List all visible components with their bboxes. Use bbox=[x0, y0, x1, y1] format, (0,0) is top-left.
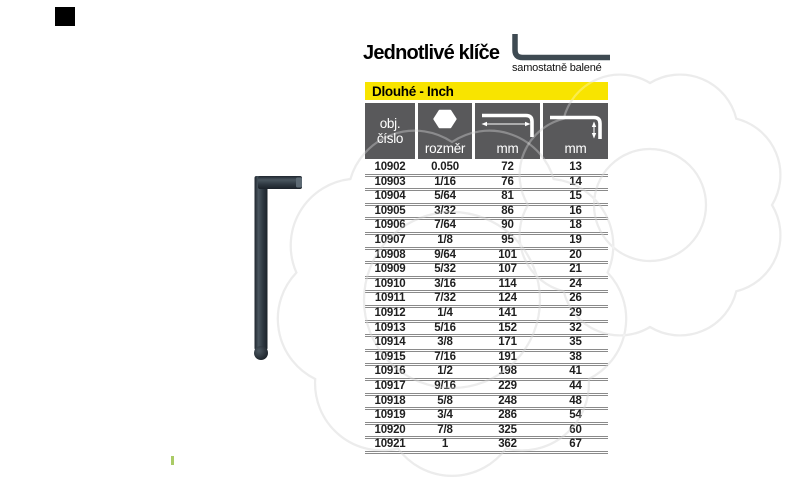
table-cell: 5/32 bbox=[434, 263, 456, 276]
table-cell: 7/64 bbox=[434, 219, 456, 232]
column-header-short-arm-mm bbox=[543, 103, 608, 159]
column-header-rozmer bbox=[418, 103, 472, 159]
table-cell: 13 bbox=[569, 161, 582, 173]
table-cell: 3/4 bbox=[437, 409, 453, 422]
table-row bbox=[365, 220, 608, 235]
page-edge-tick bbox=[171, 456, 174, 465]
table-cell: 26 bbox=[569, 292, 582, 305]
table-row bbox=[365, 366, 608, 381]
table-cell: 24 bbox=[569, 277, 582, 290]
table-cell: 1/16 bbox=[434, 175, 456, 188]
table-row bbox=[365, 308, 608, 323]
table-row bbox=[365, 264, 608, 279]
bent-hex-key-icon bbox=[511, 33, 613, 62]
table-row bbox=[365, 162, 608, 177]
table-cell: 7/32 bbox=[434, 292, 456, 305]
table-cell: 81 bbox=[501, 190, 514, 203]
table-row bbox=[365, 381, 608, 396]
column-header-long-arm-mm bbox=[475, 103, 540, 159]
table-cell: 10918 bbox=[374, 394, 406, 407]
table-cell: 10919 bbox=[374, 409, 406, 422]
table-cell: 3/16 bbox=[434, 277, 456, 290]
table-cell: 29 bbox=[569, 306, 582, 319]
table-cell: 86 bbox=[501, 204, 514, 217]
table-cell: 54 bbox=[569, 409, 582, 422]
column-header-label: obj. bbox=[379, 116, 401, 131]
table-row bbox=[365, 396, 608, 411]
section-header bbox=[365, 82, 608, 100]
table-cell: 10911 bbox=[374, 292, 406, 305]
table-cell: 1/8 bbox=[437, 233, 453, 246]
table-cell: 198 bbox=[498, 365, 517, 378]
hex-key-short-arm-length-icon bbox=[547, 109, 604, 140]
table-cell: 3/8 bbox=[437, 336, 453, 349]
table-cell: 362 bbox=[498, 438, 517, 451]
table-cell: 15 bbox=[569, 190, 582, 203]
column-header-label: rozměr bbox=[424, 141, 466, 156]
table-cell: 20 bbox=[569, 248, 582, 261]
table-cell: 10910 bbox=[374, 277, 406, 290]
table-row bbox=[365, 352, 608, 367]
table-cell: 191 bbox=[498, 350, 517, 363]
table-cell: 3/32 bbox=[434, 204, 456, 217]
table-cell: 14 bbox=[569, 175, 582, 188]
table-header bbox=[365, 103, 608, 159]
table-cell: 10915 bbox=[374, 350, 406, 363]
table-cell: 10904 bbox=[374, 190, 406, 203]
table-row bbox=[365, 439, 608, 454]
table-cell: 325 bbox=[498, 423, 517, 436]
table-row bbox=[365, 206, 608, 221]
table-cell: 124 bbox=[498, 292, 517, 305]
table-cell: 10917 bbox=[374, 379, 406, 392]
table-row bbox=[365, 250, 608, 265]
table-row bbox=[365, 410, 608, 425]
table-cell: 95 bbox=[501, 233, 514, 246]
table-cell: 10902 bbox=[374, 161, 406, 173]
ball-end-hex-key-image bbox=[240, 162, 315, 372]
table-row bbox=[365, 191, 608, 206]
table-cell: 101 bbox=[498, 248, 517, 261]
page-subtitle: samostatně balené bbox=[512, 62, 602, 74]
hex-key-long-arm-length-icon bbox=[479, 109, 536, 140]
table-cell: 60 bbox=[569, 423, 582, 436]
table-cell: 10906 bbox=[374, 219, 406, 232]
table-cell: 10907 bbox=[374, 233, 406, 246]
table-cell: 107 bbox=[498, 263, 517, 276]
table-cell: 90 bbox=[501, 219, 514, 232]
table-cell: 171 bbox=[498, 336, 517, 349]
table-cell: 67 bbox=[569, 438, 582, 451]
table-cell: 10908 bbox=[374, 248, 406, 261]
table-row bbox=[365, 323, 608, 338]
table-cell: 10914 bbox=[374, 336, 406, 349]
table-cell: 16 bbox=[569, 204, 582, 217]
table-cell: 7/8 bbox=[437, 423, 453, 436]
table-cell: 19 bbox=[569, 233, 582, 246]
page-title: Jednotlivé klíče bbox=[363, 42, 500, 64]
table-cell: 21 bbox=[569, 263, 582, 276]
column-header-label: mm bbox=[496, 141, 519, 156]
column-header-label: číslo bbox=[376, 131, 404, 146]
table-cell: 9/64 bbox=[434, 248, 456, 261]
table-cell: 10916 bbox=[374, 365, 406, 378]
hex-socket-icon bbox=[433, 109, 457, 129]
table-cell: 141 bbox=[498, 306, 517, 319]
table-cell: 1/2 bbox=[437, 365, 453, 378]
table-cell: 76 bbox=[501, 175, 514, 188]
table-body bbox=[365, 162, 608, 454]
table-row bbox=[365, 177, 608, 192]
table-row bbox=[365, 337, 608, 352]
table-cell: 10909 bbox=[374, 263, 406, 276]
table-cell: 248 bbox=[498, 394, 517, 407]
table-cell: 10903 bbox=[374, 175, 406, 188]
section-header-label: Dlouhé - Inch bbox=[372, 83, 454, 99]
table-cell: 10905 bbox=[374, 204, 406, 217]
table-cell: 7/16 bbox=[434, 350, 456, 363]
page-corner-marker bbox=[55, 7, 75, 26]
table-cell: 41 bbox=[569, 365, 582, 378]
table-cell: 114 bbox=[498, 277, 517, 290]
table-cell: 18 bbox=[569, 219, 582, 232]
table-cell: 5/64 bbox=[434, 190, 456, 203]
table-cell: 0.050 bbox=[431, 161, 459, 173]
table-cell: 1 bbox=[441, 438, 449, 451]
table-cell: 32 bbox=[569, 321, 582, 334]
column-header-obj-cislo bbox=[365, 103, 415, 159]
table-row bbox=[365, 279, 608, 294]
table-cell: 286 bbox=[498, 409, 517, 422]
table-cell: 10921 bbox=[374, 438, 406, 451]
table-cell: 9/16 bbox=[434, 379, 456, 392]
table-cell: 10920 bbox=[374, 423, 406, 436]
table-cell: 10912 bbox=[374, 306, 406, 319]
table-cell: 35 bbox=[569, 336, 582, 349]
table-row bbox=[365, 235, 608, 250]
table-cell: 229 bbox=[498, 379, 517, 392]
table-row bbox=[365, 293, 608, 308]
table-row bbox=[365, 425, 608, 440]
table-cell: 72 bbox=[501, 161, 514, 173]
table-cell: 1/4 bbox=[437, 306, 453, 319]
table-cell: 5/16 bbox=[434, 321, 456, 334]
table-cell: 44 bbox=[569, 379, 582, 392]
table-cell: 48 bbox=[569, 394, 582, 407]
table-cell: 38 bbox=[569, 350, 582, 363]
column-header-label: mm bbox=[564, 141, 587, 156]
table-cell: 10913 bbox=[374, 321, 406, 334]
table-cell: 152 bbox=[498, 321, 517, 334]
table-cell: 5/8 bbox=[437, 394, 453, 407]
